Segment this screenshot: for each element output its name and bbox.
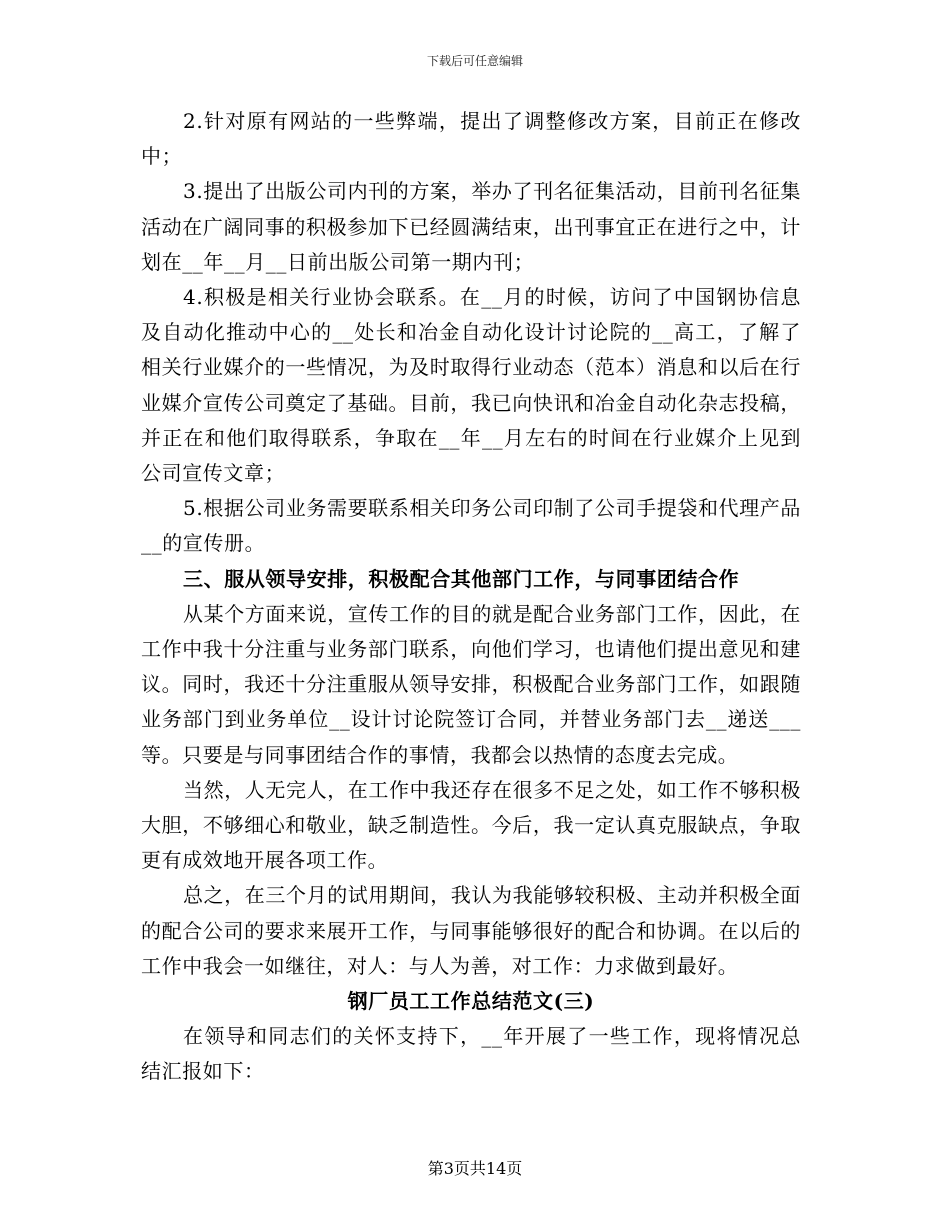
section-heading-3: 三、服从领导安排，积极配合其他部门工作，与同事团结合作 xyxy=(183,566,740,591)
paragraph-intro: 在领导和同志们的关怀支持下，__年开展了一些工作，现将情况总结汇报如下： xyxy=(141,1024,801,1084)
paragraph-shortcomings: 当然，人无完人，在工作中我还存在很多不足之处，如工作不够积极大胆，不够细心和敬业，缺乏制造性。今后，我一定认真克服缺点，争取更有成效地开展各项工作。 xyxy=(141,777,801,873)
list-item-2: 2.针对原有网站的一些弊端，提出了调整修改方案，目前正在修改中； xyxy=(141,109,801,169)
article-title: 钢厂员工工作总结范文(三) xyxy=(347,989,595,1014)
paragraph-cooperation: 从某个方面来说，宣传工作的目的就是配合业务部门工作，因此，在工作中我十分注重与业务部门联系，向他们学习，也请他们提出意见和建议。同时，我还十分注重服从领导安排，积极配合业务部门工作，如跟随业务部门到业务单位__设计讨论院签订合同，并替业务部门去__递送___等。只要是与同事团结合作的事情，我都会以热情的态度去完成。 xyxy=(141,601,801,767)
document-body xyxy=(141,104,801,1090)
list-item-4: 4.积极是相关行业协会联系。在__月的时候，访问了中国钢协信息及自动化推动中心的__处长和冶金自动化设计讨论院的__高工，了解了相关行业媒介的一些情况，为及时取得行业动态（范本）消息和以后在行业媒介宣传公司奠定了基础。目前，我已向快讯和冶金自动化杂志投稿，并正在和他们取得联系，争取在__年__月左右的时间在行业媒介上见到公司宣传文章； xyxy=(141,285,801,486)
list-item-3: 3.提出了出版公司内刊的方案，举办了刊名征集活动，目前刊名征集活动在广阔同事的积极参加下已经圆满结束，出刊事宜正在进行之中，计划在__年__月__日前出版公司第一期内刊； xyxy=(141,179,801,274)
page-header: 下载后可任意编辑 xyxy=(426,54,523,68)
paragraph-conclusion: 总之，在三个月的试用期间，我认为我能够较积极、主动并积极全面的配合公司的要求来展开工作，与同事能够很好的配合和协调。在以后的工作中我会一如继往，对人：与人为善，对工作：力求做到最好。 xyxy=(141,883,801,978)
list-item-5: 5.根据公司业务需要联系相关印务公司印制了公司手提袋和代理产品__的宣传册。 xyxy=(141,496,801,556)
page-number: 第3页共14页 xyxy=(427,1159,523,1178)
